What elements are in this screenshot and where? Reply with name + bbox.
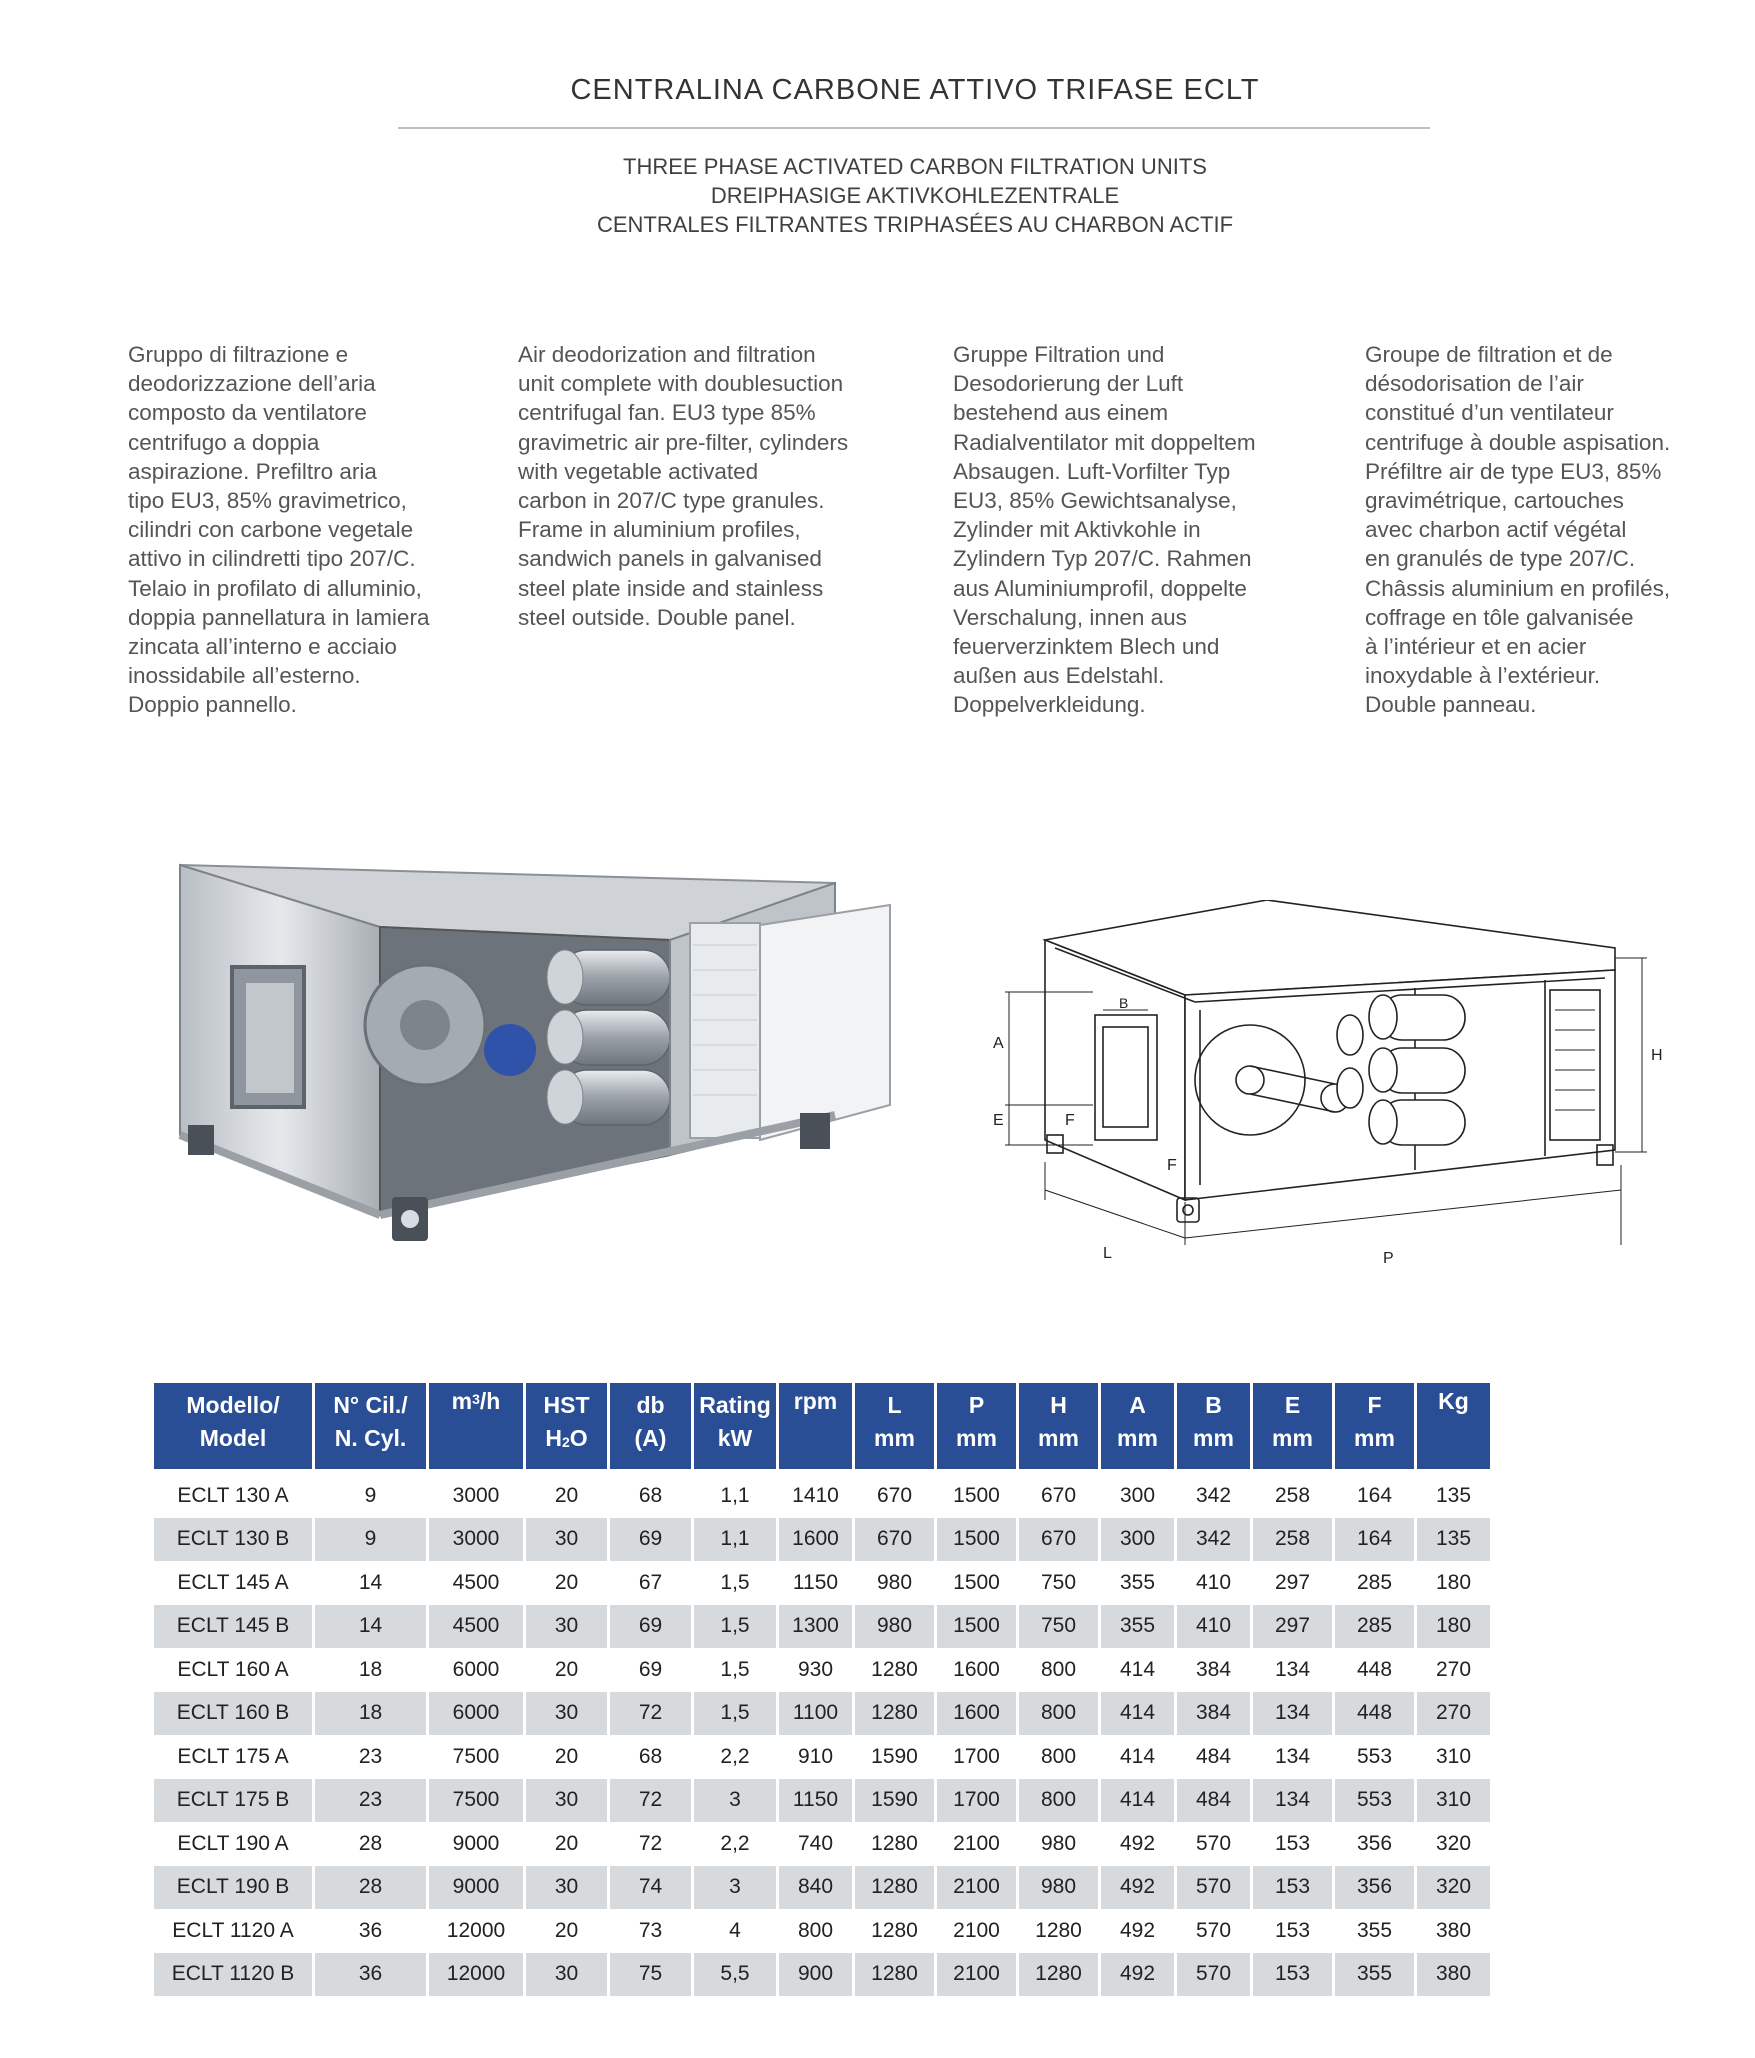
description-line: bestehend aus einem: [953, 400, 1169, 426]
table-row: [154, 1953, 1490, 1997]
table-cell: 1500: [937, 1518, 1016, 1562]
header-b: B mm: [1177, 1383, 1250, 1474]
table-cell: 980: [876, 1570, 913, 1594]
table-cell: 28: [358, 1831, 383, 1855]
table-row: [154, 1909, 1490, 1953]
table-cell: 4500: [452, 1570, 500, 1594]
table-cell: 9000: [429, 1866, 523, 1910]
table-cell: 9: [315, 1518, 426, 1562]
table-cell: 1280: [871, 1831, 918, 1855]
table-cell: ECLT 175 A: [177, 1744, 289, 1768]
drawing-label-f-right: F: [1167, 1157, 1177, 1174]
table-cell: ECLT 130 B: [154, 1518, 312, 1562]
table-cell: 1,5: [694, 1605, 776, 1649]
table-cell: 840: [779, 1866, 852, 1910]
description-line: carbon in 207/C type granules.: [518, 488, 825, 514]
table-cell: 910: [797, 1744, 834, 1768]
table-cell: 492: [1119, 1918, 1156, 1942]
header-kg: Kg: [1417, 1383, 1490, 1474]
table-cell: 492: [1101, 1953, 1174, 1997]
table-cell: 1,5: [694, 1692, 776, 1736]
table-cell: 484: [1177, 1779, 1250, 1823]
table-cell: ECLT 190 A: [177, 1831, 289, 1855]
table-cell: 384: [1177, 1692, 1250, 1736]
table-cell: 670: [1019, 1518, 1098, 1562]
table-cell: 12000: [446, 1918, 506, 1942]
description-line: Radialventilator mit doppeltem: [953, 429, 1256, 455]
table-cell: 355: [1119, 1570, 1156, 1594]
table-cell: 1600: [937, 1692, 1016, 1736]
table-cell: ECLT 160 B: [154, 1692, 312, 1736]
table-cell: 12000: [429, 1953, 523, 1997]
header-f: F mm: [1335, 1383, 1414, 1474]
table-cell: 153: [1274, 1831, 1311, 1855]
table-cell: 320: [1435, 1831, 1472, 1855]
table-cell: 6000: [452, 1657, 500, 1681]
table-cell: 800: [1019, 1779, 1098, 1823]
table-cell: 258: [1253, 1518, 1332, 1562]
description-french: [1365, 340, 1705, 720]
table-cell: 1590: [855, 1779, 934, 1823]
table-cell: 1,5: [720, 1657, 750, 1681]
table-cell: 356: [1356, 1831, 1393, 1855]
description-line: cilindri con carbone vegetale: [128, 517, 414, 543]
description-line: EU3, 85% Gewichtsanalyse,: [953, 488, 1237, 514]
description-english: [518, 340, 894, 632]
table-cell: 153: [1274, 1918, 1311, 1942]
description-line: Préfiltre air de type EU3, 85%: [1365, 458, 1662, 484]
table-cell: 72: [610, 1779, 691, 1823]
subtitles: [400, 152, 1430, 239]
table-cell: 570: [1195, 1918, 1232, 1942]
table-cell: 9000: [452, 1831, 500, 1855]
table-cell: 297: [1274, 1570, 1311, 1594]
subtitle-en: THREE PHASE ACTIVATED CARBON FILTRATION UNITS: [623, 154, 1207, 179]
table-row: [154, 1822, 1490, 1866]
description-line: Double panneau.: [1365, 692, 1537, 718]
table-cell: 36: [315, 1953, 426, 1997]
table-cell: 3: [694, 1779, 776, 1823]
table-cell: 20: [554, 1918, 579, 1942]
drawing-label-b: B: [1119, 995, 1129, 1011]
table-cell: 72: [610, 1692, 691, 1736]
table-cell: 310: [1417, 1779, 1490, 1823]
description-line: Doppelverkleidung.: [953, 692, 1146, 718]
table-cell: 380: [1435, 1918, 1472, 1942]
table-cell: 3000: [429, 1518, 523, 1562]
table-cell: 180: [1435, 1570, 1472, 1594]
table-cell: 448: [1335, 1692, 1414, 1736]
description-german: [953, 340, 1293, 720]
table-row: [154, 1692, 1490, 1736]
description-line: en granulés de type 207/C.: [1365, 546, 1636, 572]
header-cylinders: N° Cil./ N. Cyl.: [315, 1383, 426, 1474]
description-line: zincata all’interno e acciaio: [128, 634, 397, 660]
table-cell: 570: [1177, 1866, 1250, 1910]
table-cell: 1300: [779, 1605, 852, 1649]
description-italian: [128, 340, 468, 720]
page-title: CENTRALINA CARBONE ATTIVO TRIFASE ECLT: [570, 74, 1260, 106]
description-line: centrifugo a doppia: [128, 429, 320, 455]
table-cell: 164: [1356, 1483, 1393, 1507]
table-cell: 800: [1019, 1692, 1098, 1736]
table-cell: ECLT 160 A: [177, 1657, 289, 1681]
header-p: P mm: [937, 1383, 1016, 1474]
table-cell: 1600: [953, 1657, 1000, 1681]
table-cell: ECLT 145 B: [154, 1605, 312, 1649]
table-cell: 2100: [953, 1831, 1000, 1855]
table-cell: 1,5: [720, 1570, 750, 1594]
table-cell: 153: [1253, 1866, 1332, 1910]
header-l: L mm: [855, 1383, 934, 1474]
table-cell: 164: [1335, 1518, 1414, 1562]
dimension-drawing: [985, 900, 1705, 1280]
description-line: steel plate inside and stainless: [518, 575, 824, 601]
description-line: composto da ventilatore: [128, 400, 367, 426]
table-cell: ECLT 145 A: [177, 1570, 289, 1594]
table-cell: ECLT 175 B: [154, 1779, 312, 1823]
table-cell: 484: [1195, 1744, 1232, 1768]
table-cell: 670: [876, 1483, 913, 1507]
description-line: centrifugal fan. EU3 type 85%: [518, 400, 816, 426]
description-line: with vegetable activated: [518, 458, 759, 484]
table-row: [154, 1561, 1490, 1605]
table-cell: 980: [1040, 1831, 1077, 1855]
table-cell: 9: [364, 1483, 377, 1507]
table-cell: 134: [1274, 1744, 1311, 1768]
drawing-label-p: P: [1383, 1250, 1394, 1267]
table-cell: 1,1: [694, 1518, 776, 1562]
table-cell: 28: [315, 1866, 426, 1910]
table-cell: 270: [1417, 1692, 1490, 1736]
table-cell: 1500: [953, 1570, 1000, 1594]
description-line: Gruppe Filtration und: [953, 342, 1165, 367]
header-rating: Rating kW: [694, 1383, 776, 1474]
table-row: [154, 1648, 1490, 1692]
table-cell: 20: [554, 1657, 579, 1681]
table-cell: 310: [1435, 1744, 1472, 1768]
subtitle-fr: CENTRALES FILTRANTES TRIPHASÉES AU CHARBON ACTIF: [596, 212, 1234, 237]
drawing-label-a: A: [993, 1035, 1004, 1052]
table-cell: 342: [1177, 1518, 1250, 1562]
table-cell: 1590: [871, 1744, 918, 1768]
table-cell: 320: [1417, 1866, 1490, 1910]
table-cell: 30: [526, 1518, 607, 1562]
table-cell: 18: [315, 1692, 426, 1736]
table-cell: 384: [1195, 1657, 1232, 1681]
table-cell: 355: [1101, 1605, 1174, 1649]
header-rpm: rpm: [779, 1383, 852, 1474]
header-model: Modello/ Model: [154, 1383, 312, 1474]
subtitle-de: DREIPHASIGE AKTIVKOHLEZENTRALE: [710, 183, 1120, 208]
table-cell: 74: [610, 1866, 691, 1910]
table-cell: 900: [779, 1953, 852, 1997]
description-line: Air deodorization and filtration: [518, 342, 816, 367]
table-cell: 410: [1177, 1605, 1250, 1649]
table-cell: 670: [855, 1518, 934, 1562]
table-cell: 1,1: [720, 1483, 750, 1507]
table-cell: 134: [1253, 1779, 1332, 1823]
table-cell: 570: [1195, 1831, 1232, 1855]
table-cell: 1600: [779, 1518, 852, 1562]
table-row: [154, 1518, 1490, 1562]
table-cell: 1410: [792, 1483, 839, 1507]
table-cell: 153: [1253, 1953, 1332, 1997]
description-line: außen aus Edelstahl.: [953, 663, 1165, 689]
description-line: aspirazione. Prefiltro aria: [128, 458, 377, 484]
table-row: [154, 1735, 1490, 1779]
table-cell: 3: [694, 1866, 776, 1910]
table-cell: 297: [1253, 1605, 1332, 1649]
table-cell: 1700: [937, 1779, 1016, 1823]
table-cell: 68: [638, 1744, 663, 1768]
table-cell: 3000: [452, 1483, 500, 1507]
table-cell: 1150: [779, 1779, 852, 1823]
table-cell: 553: [1356, 1744, 1393, 1768]
description-line: aus Aluminiumprofil, doppelte: [953, 575, 1247, 601]
table-cell: 1280: [855, 1692, 934, 1736]
table-cell: 2,2: [720, 1744, 750, 1768]
table-cell: 4: [729, 1918, 741, 1942]
table-cell: 20: [554, 1570, 579, 1594]
description-line: doppia pannellatura in lamiera: [128, 604, 430, 630]
table-cell: 67: [638, 1570, 663, 1594]
description-line: coffrage en tôle galvanisée: [1365, 604, 1634, 630]
table-cell: 72: [638, 1831, 663, 1855]
title-divider: [398, 127, 1430, 129]
table-cell: 1280: [1035, 1918, 1082, 1942]
description-line: Telaio in profilato di alluminio,: [128, 575, 422, 601]
table-cell: 285: [1356, 1570, 1393, 1594]
table-cell: 23: [358, 1744, 383, 1768]
description-line: Frame in aluminium profiles,: [518, 517, 801, 543]
table-cell: 36: [358, 1918, 383, 1942]
table-cell: 7500: [429, 1779, 523, 1823]
table-cell: 2,2: [720, 1831, 750, 1855]
table-cell: 69: [610, 1518, 691, 1562]
table-cell: 4500: [429, 1605, 523, 1649]
description-line: Gruppo di filtrazione e: [128, 342, 349, 367]
table-cell: 492: [1119, 1831, 1156, 1855]
table-cell: 1280: [855, 1866, 934, 1910]
table-cell: 750: [1040, 1570, 1077, 1594]
table-cell: 5,5: [694, 1953, 776, 1997]
description-line: gravimetric air pre-filter, cylinders: [518, 429, 849, 455]
table-cell: 300: [1101, 1518, 1174, 1562]
table-cell: 258: [1274, 1483, 1311, 1507]
header-a: A mm: [1101, 1383, 1174, 1474]
description-line: Châssis aluminium en profilés,: [1365, 575, 1671, 601]
description-line: Desodorierung der Luft: [953, 371, 1184, 397]
drawing-label-l: L: [1103, 1245, 1112, 1262]
drawing-label-h: H: [1651, 1047, 1663, 1064]
description-line: attivo in cilindretti tipo 207/C.: [128, 546, 416, 572]
table-cell: 414: [1119, 1744, 1156, 1768]
description-line: feuerverzinktem Blech und: [953, 634, 1220, 660]
description-line: sandwich panels in galvanised: [518, 546, 822, 572]
table-cell: 410: [1195, 1570, 1232, 1594]
table-cell: 14: [358, 1570, 383, 1594]
table-cell: 20: [554, 1744, 579, 1768]
table-cell: 180: [1417, 1605, 1490, 1649]
table-cell: 6000: [429, 1692, 523, 1736]
table-cell: 980: [1019, 1866, 1098, 1910]
table-cell: 1500: [937, 1605, 1016, 1649]
table-cell: 30: [526, 1779, 607, 1823]
table-cell: 14: [315, 1605, 426, 1649]
description-line: steel outside. Double panel.: [518, 604, 796, 630]
table-cell: 23: [315, 1779, 426, 1823]
table-cell: 1100: [779, 1692, 852, 1736]
description-line: Verschalung, innen aus: [953, 604, 1187, 630]
table-cell: ECLT 130 A: [177, 1483, 289, 1507]
table-cell: 414: [1101, 1692, 1174, 1736]
table-cell: 134: [1253, 1692, 1332, 1736]
table-cell: 75: [610, 1953, 691, 1997]
table-cell: 30: [526, 1866, 607, 1910]
table-cell: 134: [1274, 1657, 1311, 1681]
table-cell: 1500: [953, 1483, 1000, 1507]
table-cell: 800: [797, 1918, 834, 1942]
description-line: gravimétrique, cartouches: [1365, 488, 1624, 514]
table-cell: 20: [554, 1831, 579, 1855]
table-cell: 18: [358, 1657, 383, 1681]
description-line: Zylindern Typ 207/C. Rahmen: [953, 546, 1252, 572]
table-cell: 69: [638, 1657, 663, 1681]
description-line: constitué d’un ventilateur: [1365, 400, 1614, 426]
table-cell: 1150: [792, 1570, 839, 1594]
description-line: avec charbon actif végétal: [1365, 517, 1627, 543]
table-cell: 20: [554, 1483, 579, 1507]
table-row: [154, 1474, 1490, 1518]
table-cell: 69: [610, 1605, 691, 1649]
drawing-label-f-left: F: [1065, 1112, 1075, 1129]
table-cell: 355: [1356, 1918, 1393, 1942]
table-cell: 356: [1335, 1866, 1414, 1910]
table-cell: 1280: [871, 1918, 918, 1942]
table-cell: 7500: [452, 1744, 500, 1768]
table-cell: ECLT 1120 B: [154, 1953, 312, 1997]
table-cell: 2100: [953, 1918, 1000, 1942]
table-cell: 2100: [937, 1866, 1016, 1910]
table-body: [154, 1474, 1490, 1996]
table-cell: 448: [1356, 1657, 1393, 1681]
table-cell: ECLT 190 B: [154, 1866, 312, 1910]
table-cell: 492: [1101, 1866, 1174, 1910]
table-cell: 380: [1417, 1953, 1490, 1997]
table-cell: 342: [1195, 1483, 1232, 1507]
table-row: [154, 1779, 1490, 1823]
header-hst: HST $H_2O$: [526, 1383, 607, 1474]
description-line: tipo EU3, 85% gravimetrico,: [128, 488, 407, 514]
header-db: db (A): [610, 1383, 691, 1474]
table-cell: 285: [1335, 1605, 1414, 1649]
table-cell: 414: [1101, 1779, 1174, 1823]
table-cell: 800: [1040, 1744, 1077, 1768]
description-line: inossidabile all’esterno.: [128, 663, 361, 689]
header-airflow: $m^3/h$: [429, 1383, 523, 1474]
description-line: inoxydable à l’extérieur.: [1365, 663, 1601, 689]
header-e: E mm: [1253, 1383, 1332, 1474]
description-line: centrifuge à double aspisation.: [1365, 429, 1671, 455]
table-cell: 30: [526, 1605, 607, 1649]
table-cell: 740: [797, 1831, 834, 1855]
table-cell: 270: [1435, 1657, 1472, 1681]
table-row: [154, 1866, 1490, 1910]
description-line: Zylinder mit Aktivkohle in: [953, 517, 1201, 543]
table-cell: 570: [1177, 1953, 1250, 1997]
table-cell: 135: [1435, 1483, 1472, 1507]
header-h: H mm: [1019, 1383, 1098, 1474]
table-header-row: [154, 1383, 1490, 1474]
table-cell: 68: [638, 1483, 663, 1507]
table-cell: 670: [1040, 1483, 1077, 1507]
table-cell: 2100: [937, 1953, 1016, 1997]
table-cell: 1280: [1019, 1953, 1098, 1997]
table-cell: 300: [1119, 1483, 1156, 1507]
table-cell: 1700: [953, 1744, 1000, 1768]
table-cell: 1280: [855, 1953, 934, 1997]
specifications-table: [151, 1383, 1493, 1996]
table-cell: 135: [1417, 1518, 1490, 1562]
description-line: Doppio pannello.: [128, 692, 297, 718]
description-line: Groupe de filtration et de: [1365, 342, 1613, 367]
table-cell: 1280: [871, 1657, 918, 1681]
table-cell: 414: [1119, 1657, 1156, 1681]
description-line: deodorizzazione dell’aria: [128, 371, 376, 397]
table-cell: 73: [638, 1918, 663, 1942]
table-cell: 930: [797, 1657, 834, 1681]
product-photo: [170, 855, 900, 1255]
table-cell: 750: [1019, 1605, 1098, 1649]
table-cell: 355: [1335, 1953, 1414, 1997]
table-cell: 980: [855, 1605, 934, 1649]
description-line: à l’intérieur et en acier: [1365, 634, 1587, 660]
table-cell: 30: [526, 1953, 607, 1997]
description-line: Absaugen. Luft-Vorfilter Typ: [953, 458, 1231, 484]
table-cell: ECLT 1120 A: [172, 1918, 294, 1942]
table-cell: 30: [526, 1692, 607, 1736]
drawing-label-e: E: [993, 1112, 1004, 1129]
table-cell: 553: [1335, 1779, 1414, 1823]
description-line: désodorisation de l’air: [1365, 371, 1584, 397]
table-row: [154, 1605, 1490, 1649]
table-cell: 800: [1040, 1657, 1077, 1681]
description-line: unit complete with doublesuction: [518, 371, 844, 397]
